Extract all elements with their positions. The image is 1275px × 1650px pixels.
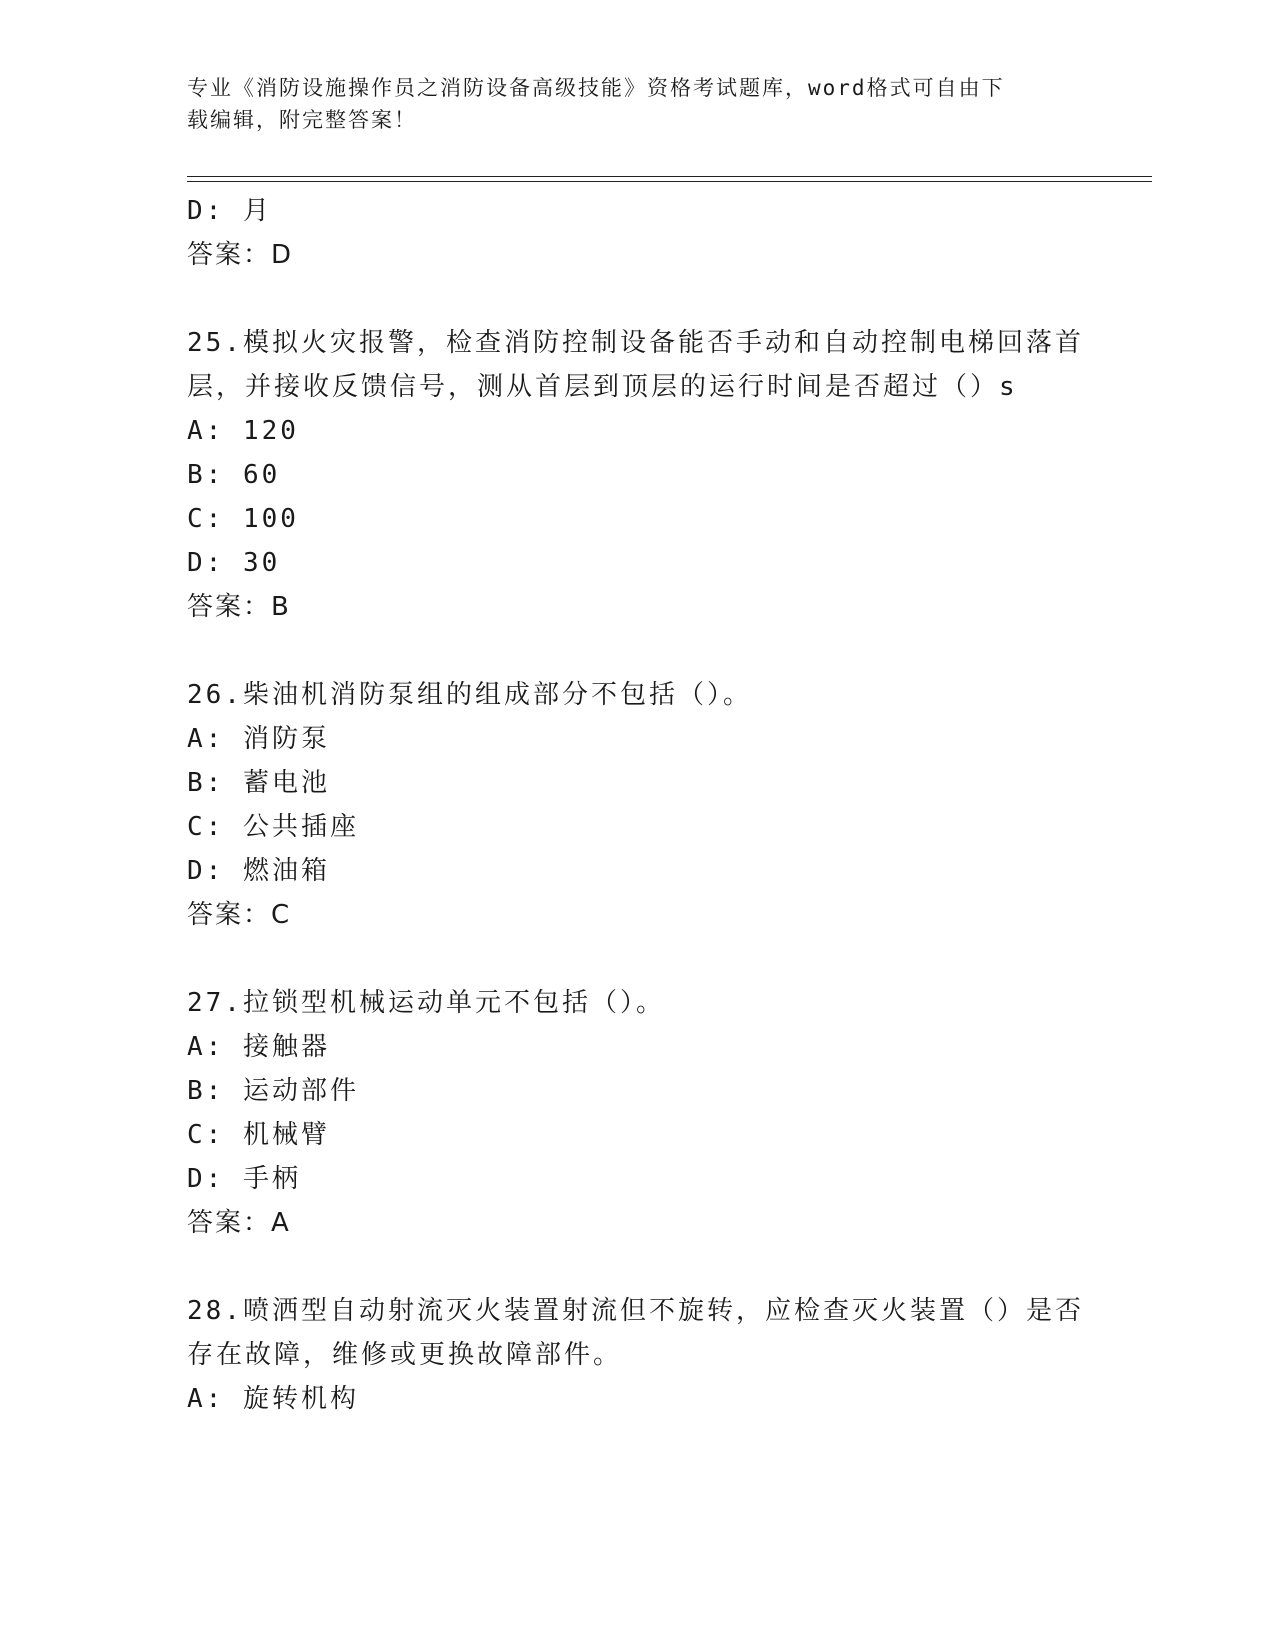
q26-stem-line-1: 26.柴油机消防泵组的组成部分不包括（）。 [187,680,752,710]
q26-option-c: C: 公共插座 [187,812,359,842]
q27-option-c: C: 机械臂 [187,1120,330,1150]
header-divider-bottom [187,181,1152,182]
q28-option-a: A: 旋转机构 [187,1384,359,1414]
q25-option-d: D: 30 [187,548,281,578]
q25-option-c: C: 100 [187,504,299,534]
q27-stem-line-1: 27.拉锁型机械运动单元不包括（）。 [187,988,665,1018]
prev-option-d: D: 月 [187,196,272,226]
q27-answer: 答案：A [187,1208,291,1238]
header-divider-top [187,176,1152,177]
q26-option-a: A: 消防泵 [187,724,330,754]
q26-answer: 答案：C [187,900,292,930]
q26-option-d: D: 燃油箱 [187,856,330,886]
q28-stem-line-2: 存在故障，维修或更换故障部件。 [187,1340,623,1370]
q27-option-a: A: 接触器 [187,1032,330,1062]
q25-stem-line-2: 层，并接收反馈信号，测从首层到顶层的运行时间是否超过（）s [187,372,1018,402]
header-line-2: 载编辑，附完整答案！ [187,108,417,132]
q28-stem-line-1: 28.喷洒型自动射流灭火装置射流但不旋转，应检查灭火装置（）是否 [187,1296,1084,1326]
q25-stem-line-1: 25.模拟火灾报警，检查消防控制设备能否手动和自动控制电梯回落首 [187,328,1084,358]
page-header [187,72,1067,136]
q25-option-b: B: 60 [187,460,281,490]
q27-option-d: D: 手柄 [187,1164,301,1194]
q26-option-b: B: 蓄电池 [187,768,330,798]
q25-option-a: A: 120 [187,416,299,446]
prev-answer: 答案：D [187,240,294,270]
q25-answer: 答案：B [187,592,291,622]
q27-option-b: B: 运动部件 [187,1076,359,1106]
header-line-1: 专业《消防设施操作员之消防设备高级技能》资格考试题库，word格式可自由下 [187,76,1005,100]
